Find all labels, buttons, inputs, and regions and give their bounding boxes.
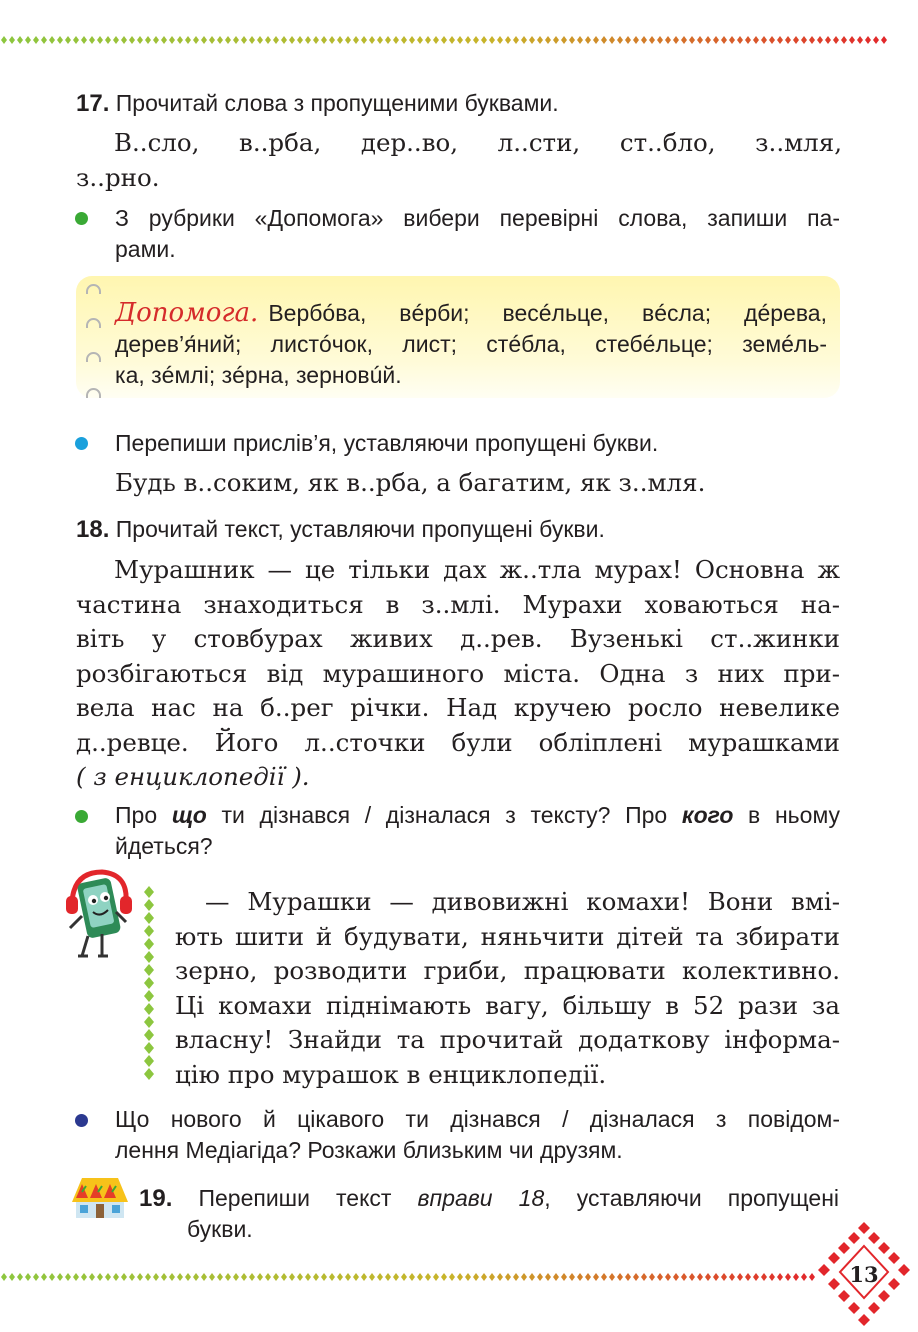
- ornament-diamond: [489, 1273, 495, 1281]
- ornament-diamond: [641, 1273, 647, 1281]
- ornament-diamond: [137, 1273, 143, 1281]
- ornament-diamond: [105, 1273, 111, 1281]
- ornament-diamond: [481, 1273, 487, 1281]
- ornament-diamond: [17, 1273, 23, 1281]
- ornament-diamond: [433, 1273, 439, 1281]
- ornament-diamond: [201, 1273, 207, 1281]
- ornament-diamond: [121, 1273, 127, 1281]
- ornament-diamond: [409, 1273, 415, 1281]
- ornament-diamond: [401, 1273, 407, 1281]
- ex18-text-line: частина знаходиться в з..млі. Мурахи ховаються на-: [76, 589, 840, 619]
- ornament-diamond: [321, 1273, 327, 1281]
- ornament-diamond: [561, 1273, 567, 1281]
- ornament-diamond: [769, 1273, 775, 1281]
- ornament-diamond: [281, 1273, 287, 1281]
- ornament-diamond: [209, 1273, 215, 1281]
- ornament-diamond: [457, 1273, 463, 1281]
- ornament-diamond: [113, 1273, 119, 1281]
- ornament-diamond: [521, 1273, 527, 1281]
- ex17-words-line2: з..рно.: [76, 162, 160, 192]
- ornament-diamond: [393, 1273, 399, 1281]
- notebook-ring-icon: [86, 388, 101, 398]
- ornament-diamond: [745, 1273, 751, 1281]
- ornament-diamond: [361, 1273, 367, 1281]
- ornament-diamond: [649, 1273, 655, 1281]
- ornament-diamond: [793, 1273, 799, 1281]
- ornament-diamond: [89, 1273, 95, 1281]
- ornament-diamond: [577, 1273, 583, 1281]
- question-what: що: [171, 802, 207, 828]
- ornament-diamond: [297, 1273, 303, 1281]
- help-text: [115, 298, 827, 391]
- ornament-diamond: [569, 1273, 575, 1281]
- ornament-diamond: [25, 1273, 31, 1281]
- ornament-diamond: [161, 1273, 167, 1281]
- help-title: Допомога.: [115, 298, 259, 328]
- ex18-text-line: вела нас на б..рег річки. Над кручею росло невелике: [76, 693, 840, 722]
- media-line: Ці комахи піднімають вагу, більшу в 52 рази за: [175, 990, 840, 1020]
- ex18-task-new: Що нового й цікавого ти дізнався / дізналася з повідом- лення Медіагіда? Розкажи близьким чи друзям.: [115, 1106, 840, 1163]
- ornament-diamond: [41, 1273, 47, 1281]
- ornament-diamond: [177, 1273, 183, 1281]
- ornament-diamond: [625, 1273, 631, 1281]
- ornament-diamond: [513, 1273, 519, 1281]
- media-line: власну! Знайди та прочитай додаткову інформа-: [175, 1025, 840, 1054]
- ornament-diamond: [545, 1273, 551, 1281]
- ornament-diamond: [57, 1273, 63, 1281]
- green-bullet-icon: [75, 810, 88, 823]
- ornament-diamond: [465, 1273, 471, 1281]
- ornament-diamond: [337, 1273, 343, 1281]
- ornament-diamond: [473, 1273, 479, 1281]
- ornament-diamond: [257, 1273, 263, 1281]
- notebook-ring-icon: [86, 284, 101, 294]
- ornament-diamond: [761, 1273, 767, 1281]
- ex19-number: 19.: [139, 1185, 173, 1212]
- ornament-diamond: [809, 1273, 815, 1281]
- ex18-heading: [76, 514, 840, 545]
- ornament-diamond: [65, 1273, 71, 1281]
- question-whom: кого: [681, 802, 734, 828]
- ornament-diamond: [345, 1273, 351, 1281]
- ornament-diamond: [729, 1273, 735, 1281]
- ex18-question: Про що ти дізнався / дізналася з тексту? Про кого в ньому йдеться?: [115, 802, 841, 859]
- ornament-diamond: [713, 1273, 719, 1281]
- media-line: — Мурашки — дивовижні комахи! Вони вмі-: [205, 887, 840, 916]
- ornament-diamond: [665, 1273, 671, 1281]
- media-line: ють шити й будувати, няньчити дітей та збирати: [175, 921, 840, 951]
- ornament-diamond: [609, 1273, 615, 1281]
- ornament-diamond: [249, 1273, 255, 1281]
- ornament-diamond: [273, 1273, 279, 1281]
- ornament-diamond: [1, 1273, 7, 1281]
- ornament-diamond: [529, 1273, 535, 1281]
- ornament-diamond: [169, 1273, 175, 1281]
- ex18-source: ( з енциклопедії ).: [76, 762, 310, 791]
- ornament-diamond: [449, 1273, 455, 1281]
- help-line3: ка, зéмлі; зéрна, зерновúй.: [115, 362, 402, 388]
- ex18-text-line: Мурашник — це тільки дах ж..тла мурах! Основна ж: [114, 555, 840, 584]
- ornament-diamond: [777, 1273, 783, 1281]
- ornament-diamond: [193, 1273, 199, 1281]
- help-line1: Вербóва, вéрби; весéльце, вéсла; дéрева,: [268, 300, 827, 326]
- page-number: 13: [849, 1262, 879, 1287]
- top-ornament-border: [0, 34, 918, 46]
- ornament-diamond: [265, 1273, 271, 1281]
- ornament-diamond: [425, 1273, 431, 1281]
- help-line2: дерев’я́ний; листóчок, лист; стéбла, стебéльце; земéль-: [115, 331, 827, 357]
- navy-bullet-icon: [75, 1114, 88, 1127]
- ornament-diamond: [721, 1273, 727, 1281]
- ornament-diamond: [377, 1273, 383, 1281]
- ex18-text-line: розбігаються від мурашиного міста. Одна з них при-: [76, 658, 840, 688]
- ornament-diamond: [225, 1273, 231, 1281]
- ex18-instruction: Прочитай текст, уставляючи пропущені букви.: [115, 516, 605, 542]
- ornament-diamond: [81, 1273, 87, 1281]
- ornament-diamond: [753, 1273, 759, 1281]
- ex17-words: [76, 126, 842, 195]
- ornament-diamond: [681, 1273, 687, 1281]
- ornament-diamond: [553, 1273, 559, 1281]
- ex17-proverb: Будь в..соким, як в..рба, а багатим, як з..мля.: [115, 468, 706, 497]
- ornament-diamond: [33, 1273, 39, 1281]
- ornament-diamond: [241, 1273, 247, 1281]
- ornament-diamond: [585, 1273, 591, 1281]
- ornament-diamond: [385, 1273, 391, 1281]
- ornament-diamond: [313, 1273, 319, 1281]
- ornament-diamond: [617, 1273, 623, 1281]
- ornament-diamond: [417, 1273, 423, 1281]
- ex17-task2: Перепиши прислів’я, уставляючи пропущені букви.: [115, 430, 659, 456]
- ornament-diamond: [49, 1273, 55, 1281]
- ornament-diamond: [129, 1273, 135, 1281]
- ornament-diamond: [233, 1273, 239, 1281]
- ex19: 19. Перепиши текст вправи 18, уставляючи пропущені букви.: [139, 1185, 840, 1242]
- ornament-diamond: [505, 1273, 511, 1281]
- ex18-text-line: д..ревце. Його л..сточки були обліплені мурашками: [76, 727, 840, 757]
- bottom-ornament-border: [0, 1271, 918, 1283]
- ornament-diamond: [145, 1273, 151, 1281]
- mediaguide-phone-icon: [62, 866, 134, 966]
- ornament-diamond: [593, 1273, 599, 1281]
- ornament-diamond: [97, 1273, 103, 1281]
- notebook-ring-icon: [86, 352, 101, 362]
- ornament-diamond: [185, 1273, 191, 1281]
- ex17-words-line1: В..сло, в..рба, дер..во, л..сти, ст..бло, з..мля,: [114, 128, 842, 157]
- ex18-text: [76, 553, 840, 795]
- green-bullet-icon: [75, 212, 88, 225]
- ex17-task1: З рубрики «Допомога» вибери перевірні слова, запиши па- рами.: [115, 205, 840, 262]
- ornament-diamond: [633, 1273, 639, 1281]
- house-icon: [68, 1172, 132, 1222]
- ornament-diamond: [369, 1273, 375, 1281]
- ornament-diamond: [441, 1273, 447, 1281]
- media-line: цію про мурашок в енциклопедії.: [175, 1059, 607, 1089]
- ornament-diamond: [9, 1273, 15, 1281]
- ex18-text-line: віть у стовбурах живих д..рев. Вузенькі ст..жинки: [76, 624, 840, 653]
- ornament-diamond: [73, 1273, 79, 1281]
- ornament-diamond: [705, 1273, 711, 1281]
- ornament-diamond: [689, 1273, 695, 1281]
- notebook-ring-icon: [86, 318, 101, 328]
- ornament-diamond: [353, 1273, 359, 1281]
- ornament-diamond: [305, 1273, 311, 1281]
- ornament-diamond: [801, 1273, 807, 1281]
- ornament-diamond: [537, 1273, 543, 1281]
- blue-bullet-icon: [75, 437, 88, 450]
- media-line: зерно, розводити гриби, працювати колективно.: [175, 956, 840, 985]
- ornament-diamond: [153, 1273, 159, 1281]
- ornament-diamond: [697, 1273, 703, 1281]
- ornament-diamond: [673, 1273, 679, 1281]
- ornament-diamond: [497, 1273, 503, 1281]
- ornament-diamond: [329, 1273, 335, 1281]
- ornament-diamond: [737, 1273, 743, 1281]
- ex17-heading: [76, 88, 840, 119]
- ornament-diamond: [657, 1273, 663, 1281]
- ex17-instruction: Прочитай слова з пропущеними буквами.: [115, 90, 559, 116]
- ex17-number: 17.: [76, 90, 110, 117]
- ornament-diamond: [785, 1273, 791, 1281]
- ornament-diamond: [217, 1273, 223, 1281]
- embroidery-ornament-icon: [140, 886, 158, 1086]
- ornament-diamond: [601, 1273, 607, 1281]
- mediaguide-message: [175, 885, 840, 1092]
- ex18-number: 18.: [76, 516, 110, 543]
- ornament-diamond: [289, 1273, 295, 1281]
